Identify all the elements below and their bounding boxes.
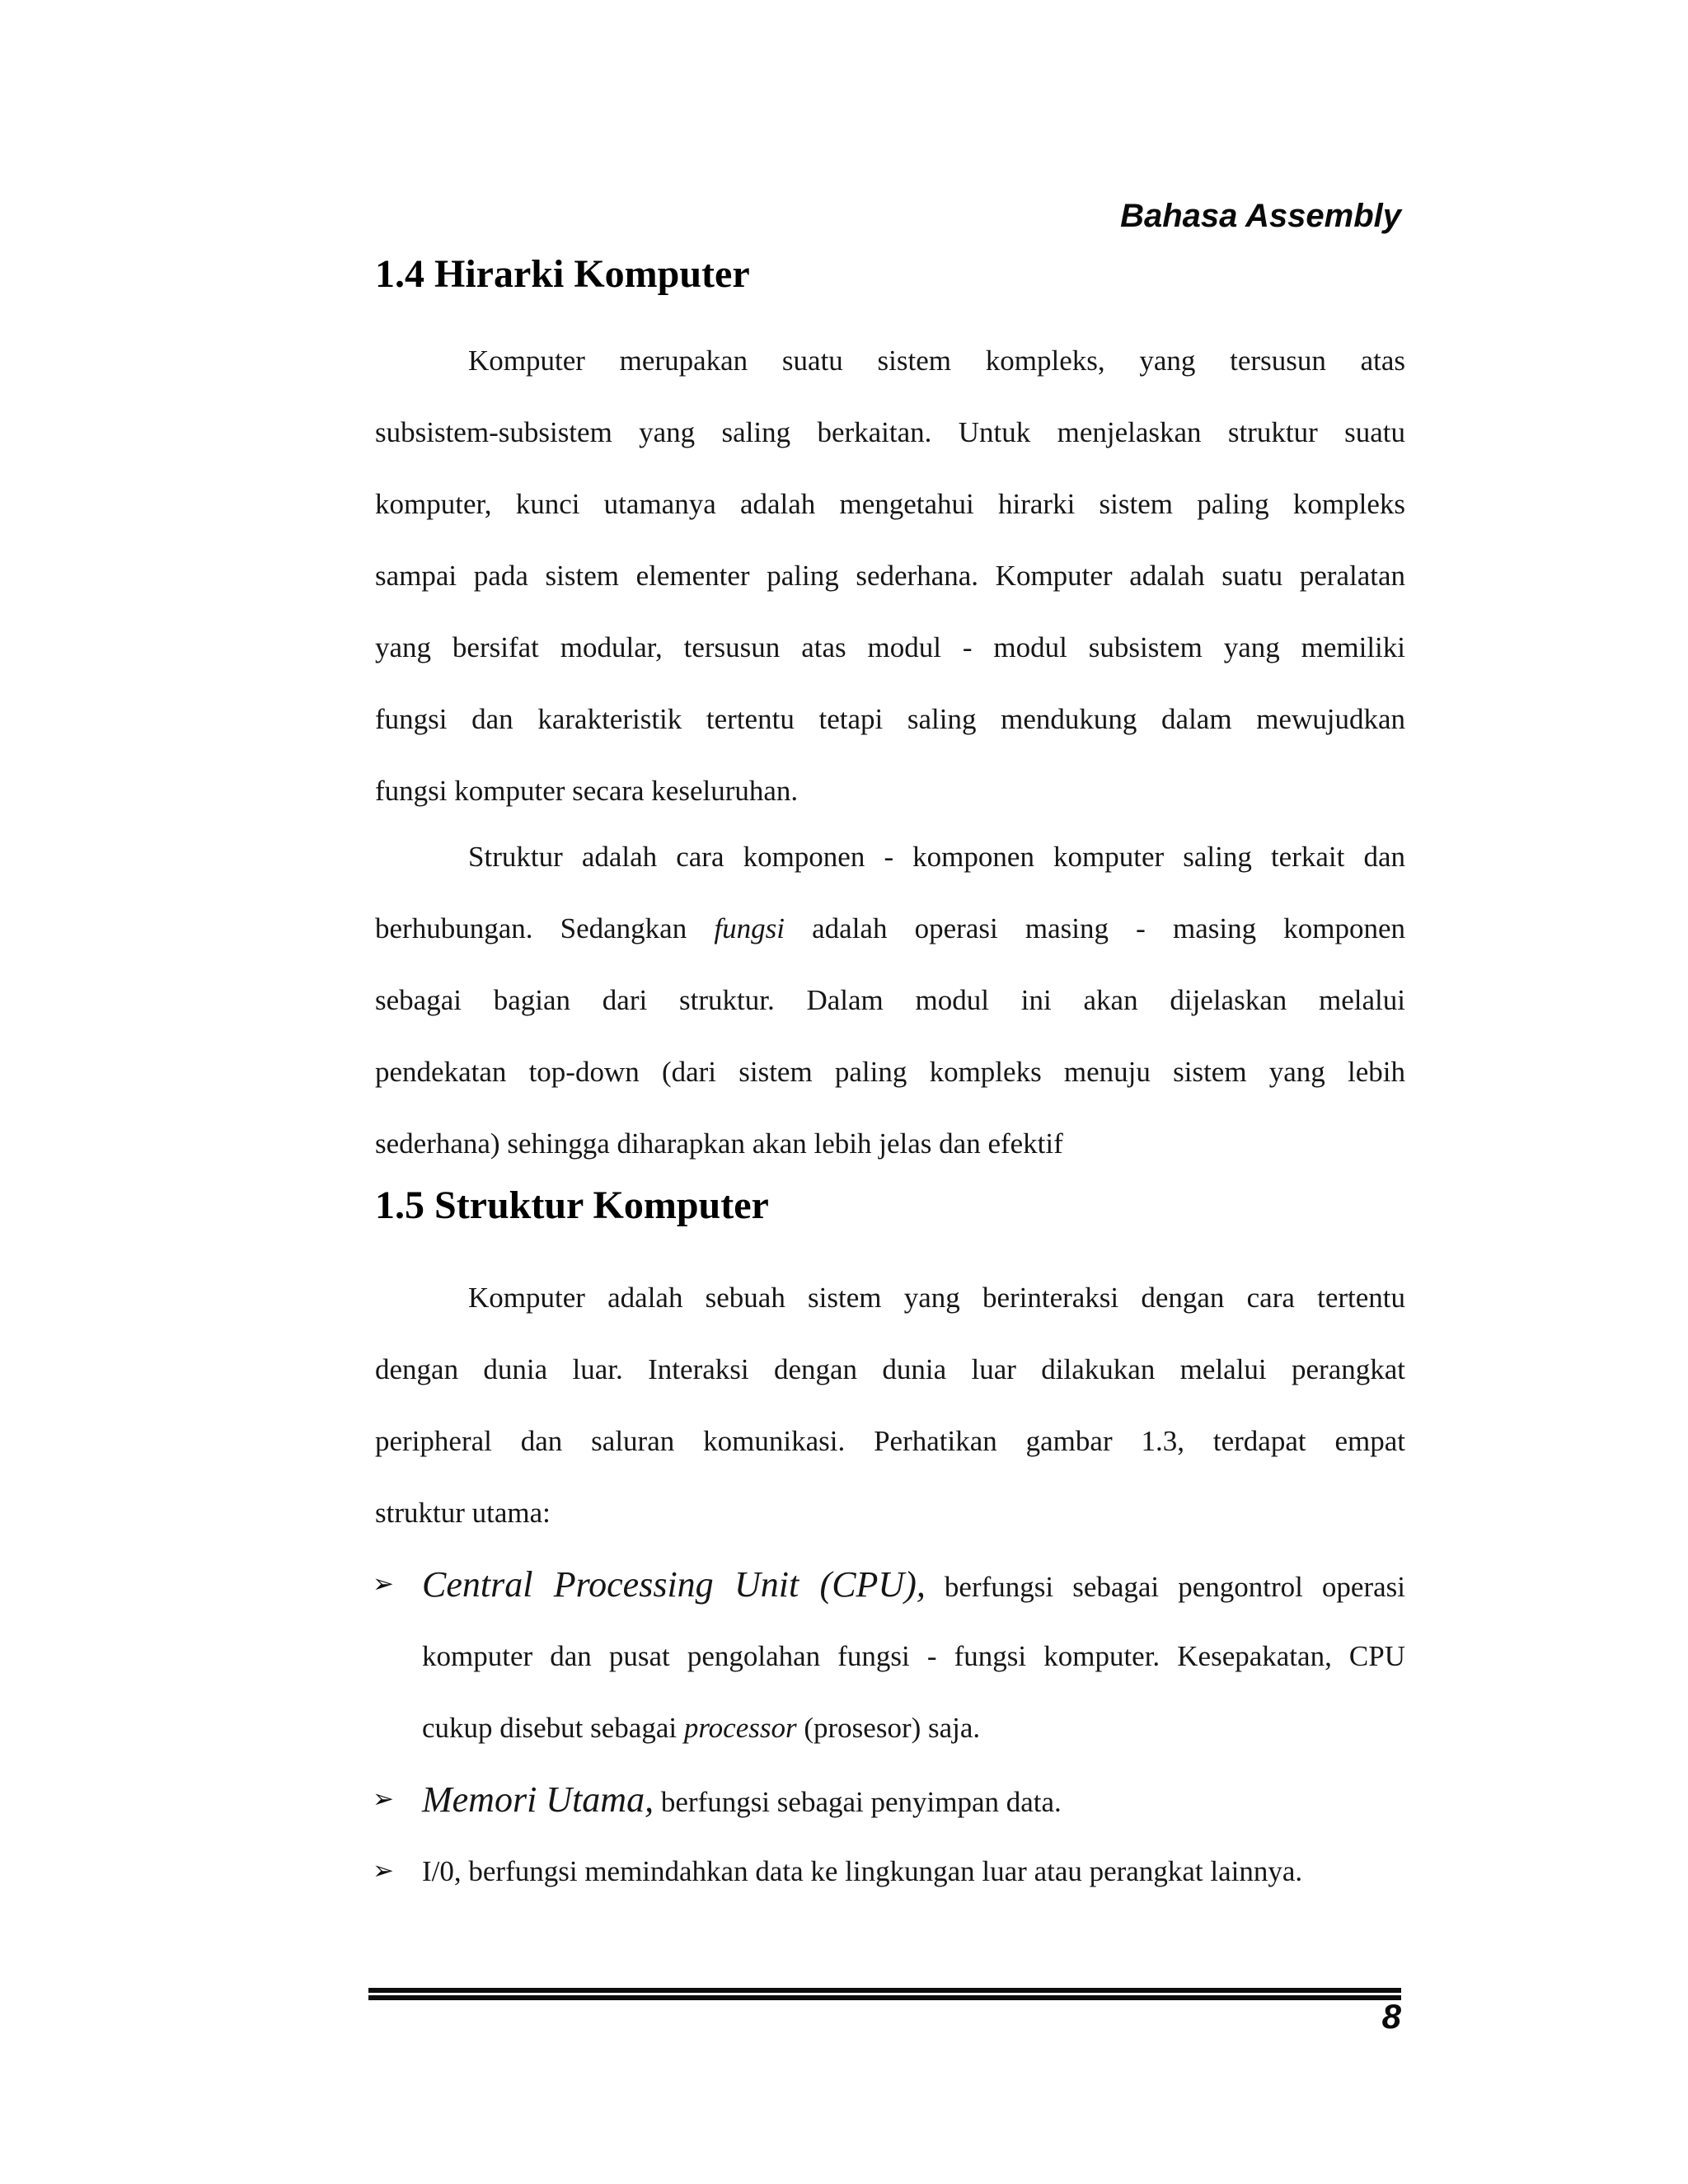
text-line: sederhana) sehingga diharapkan akan lebih jelas dan efektif — [375, 1127, 1063, 1160]
text-line — [375, 1692, 1405, 1764]
text-segment-italic: Memori Utama, — [422, 1779, 654, 1820]
text-line: peripheral dan saluran komunikasi. Perhatikan gambar 1.3, terdapat empat — [375, 1425, 1405, 1457]
text-line: yang bersifat modular, tersusun atas modul - modul subsistem yang memiliki — [375, 631, 1405, 663]
text-line: struktur utama: — [375, 1497, 551, 1529]
text-line: sebagai bagian dari struktur. Dalam modul ini akan dijelaskan melalui — [375, 984, 1405, 1016]
text-segment-italic: Central Processing Unit (CPU), — [422, 1564, 926, 1605]
bullet-item — [375, 1764, 1405, 1835]
text-segment: berfungsi sebagai pengontrol operasi — [925, 1571, 1406, 1603]
text-line: sampai pada sistem elementer paling sederhana. Komputer adalah suatu peralatan — [375, 560, 1405, 592]
page-number: 8 — [1381, 1997, 1401, 2036]
text-line: Komputer adalah sebuah sistem yang berinteraksi dengan cara tertentu — [468, 1282, 1405, 1314]
text-segment: berhubungan. Sedangkan — [375, 912, 715, 944]
paragraph-2 — [375, 821, 1405, 1179]
text-line: subsistem-subsistem yang saling berkaitan. Untuk menjelaskan struktur suatu — [375, 416, 1405, 448]
text-line: Komputer merupakan suatu sistem kompleks, yang tersusun atas — [468, 344, 1405, 377]
text-line: dengan dunia luar. Interaksi dengan dunia luar dilakukan melalui perangkat — [375, 1353, 1405, 1385]
text-line: fungsi komputer secara keseluruhan. — [375, 775, 799, 807]
bullet-item — [375, 1835, 1405, 1907]
text-segment-italic: processor — [683, 1712, 797, 1744]
running-header: Bahasa Assembly — [1120, 198, 1401, 234]
text-line: fungsi dan karakteristik tertentu tetapi saling mendukung dalam mewujudkan — [375, 703, 1405, 735]
bullet-list — [375, 1549, 1405, 1907]
text-segment: (prosesor) saja. — [796, 1712, 981, 1744]
arrow-bullet-icon: ➢ — [373, 1784, 394, 1814]
section-heading-1-5: 1.5 Struktur Komputer — [375, 1183, 769, 1227]
text-line: komputer dan pusat pengolahan fungsi - fungsi komputer. Kesepakatan, CPU — [422, 1640, 1405, 1672]
arrow-bullet-icon: ➢ — [373, 1856, 394, 1886]
paragraph-1 — [375, 325, 1405, 827]
text-line: Struktur adalah cara komponen - komponen komputer saling terkait dan — [468, 841, 1405, 873]
text-line: komputer, kunci utamanya adalah mengetahui hirarki sistem paling kompleks — [375, 488, 1405, 520]
text-segment: adalah operasi masing - masing komponen — [784, 912, 1405, 944]
section-heading-1-4: 1.4 Hirarki Komputer — [375, 252, 750, 296]
text-segment: I/0, berfungsi memindahkan data ke lingkungan luar atau perangkat lainnya. — [422, 1855, 1303, 1887]
bullet-item — [375, 1549, 1405, 1620]
text-segment: berfungsi sebagai penyimpan data. — [654, 1786, 1062, 1818]
text-segment: cukup disebut sebagai — [422, 1712, 684, 1744]
text-segment-italic: fungsi — [714, 912, 785, 944]
text-line: pendekatan top-down (dari sistem paling kompleks menuju sistem yang lebih — [375, 1056, 1405, 1088]
text-line — [375, 893, 1405, 964]
paragraph-3 — [375, 1262, 1405, 1549]
arrow-bullet-icon: ➢ — [373, 1569, 394, 1599]
